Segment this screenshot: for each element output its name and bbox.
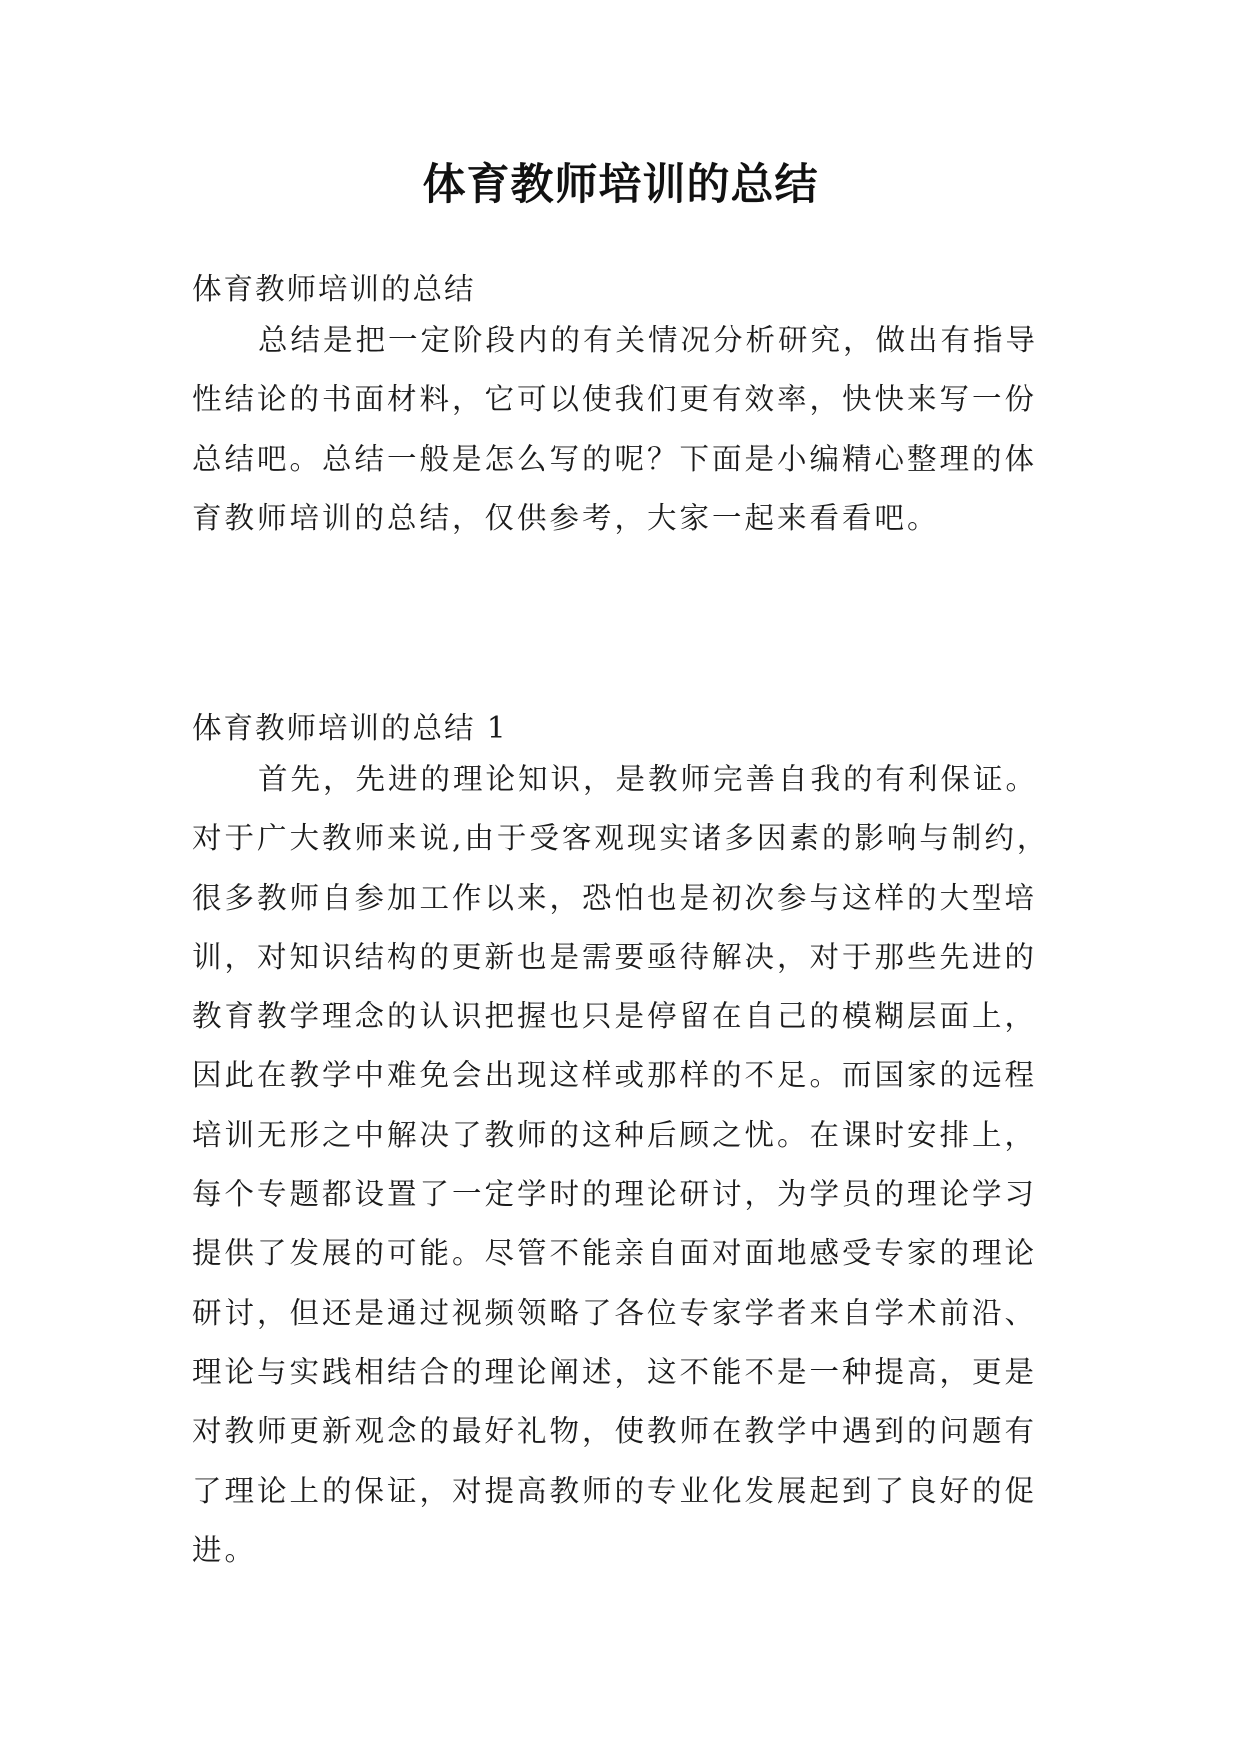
section-1-paragraph [192, 750, 1052, 1580]
paragraph-line: 教育教学理念的认识把握也只是停留在自己的模糊层面上， [192, 999, 1038, 1034]
paragraph-line: 了理论上的保证，对提高教师的专业化发展起到了良好的促 [192, 1473, 1038, 1508]
paragraph-line: 总结吧。总结一般是怎么写的呢？下面是小编精心整理的体 [192, 441, 1038, 476]
paragraph-line: 进。 [192, 1532, 258, 1567]
paragraph-line: 培训无形之中解决了教师的这种后顾之忧。在课时安排上， [192, 1117, 1038, 1152]
paragraph-line: 研讨，但还是通过视频领略了各位专家学者来自学术前沿、 [192, 1295, 1038, 1330]
paragraph-line: 对于广大教师来说,由于受客观现实诸多因素的影响与制约， [192, 821, 1050, 856]
paragraph-line: 理论与实践相结合的理论阐述，这不能不是一种提高，更是 [192, 1354, 1038, 1389]
paragraph-line: 首先，先进的理论知识，是教师完善自我的有利保证。 [258, 762, 1039, 796]
paragraph-line: 性结论的书面材料，它可以使我们更有效率，快快来写一份 [192, 382, 1038, 417]
intro-paragraph [192, 311, 1052, 548]
paragraph-line: 育教师培训的总结，仅供参考，大家一起来看看吧。 [192, 500, 940, 535]
paragraph-line: 每个专题都设置了一定学时的理论研讨，为学员的理论学习 [192, 1177, 1038, 1212]
paragraph-line: 总结是把一定阶段内的有关情况分析研究，做出有指导 [258, 323, 1039, 357]
section-heading: 体育教师培训的总结 1 [192, 711, 508, 745]
paragraph-line: 因此在教学中难免会出现这样或那样的不足。而国家的远程 [192, 1058, 1038, 1093]
paragraph-line: 训，对知识结构的更新也是需要亟待解决，对于那些先进的 [192, 939, 1038, 974]
document-title: 体育教师培训的总结 [422, 160, 819, 210]
paragraph-line: 很多教师自参加工作以来，恐怕也是初次参与这样的大型培 [192, 880, 1038, 915]
intro-heading: 体育教师培训的总结 [192, 272, 476, 306]
paragraph-line: 提供了发展的可能。尽管不能亲自面对面地感受专家的理论 [192, 1236, 1038, 1271]
paragraph-line: 对教师更新观念的最好礼物，使教师在教学中遇到的问题有 [192, 1414, 1038, 1449]
